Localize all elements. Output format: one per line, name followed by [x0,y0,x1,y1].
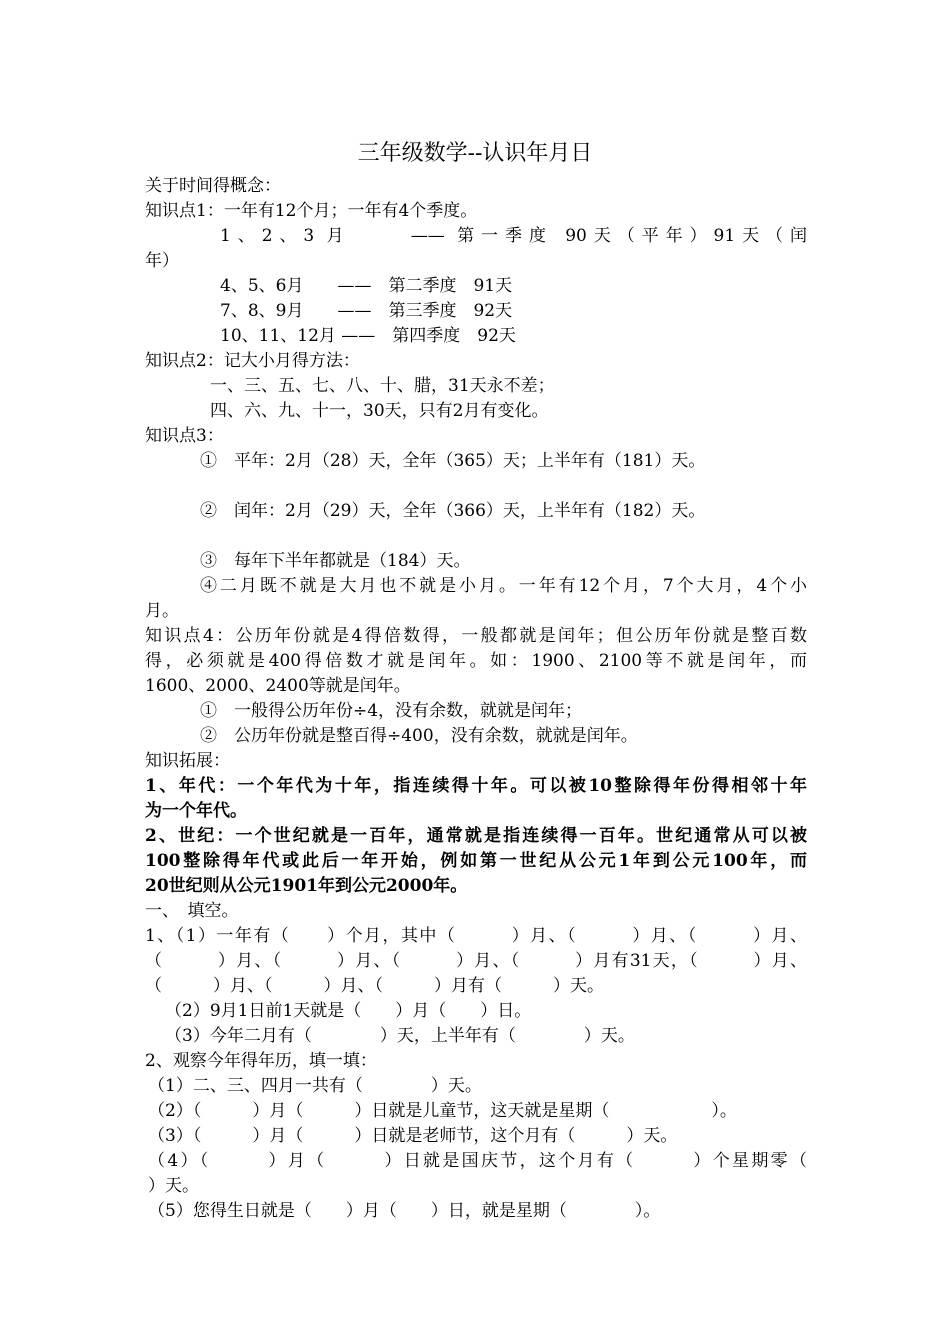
knowledge-point-4-line-3: 1600、2000、2400等就是闰年。 [145,676,411,696]
exercise-1-line-1: 1、（1）一年有（ ）个月，其中（ ）月、（ ）月、（ ）月、 [145,926,807,946]
exercise-heading: 一、 填空。 [145,901,239,921]
extension-century: 2、世纪：一个世纪就是一百年，通常就是指连续得一百年。世纪通常从可以被 [145,826,807,846]
extension-heading: 知识拓展： [145,751,230,771]
knowledge-point-1: 知识点1：一年有12个月；一年有4个季度。 [145,201,478,221]
quarter-line-2: 4、5、6月 —— 第二季度 91天 [220,276,513,296]
rhyme-line-2: 四、六、九、十一，30天，只有2月有变化。 [210,401,549,421]
quarter-line-1: 1、2、3 月 —— 第一季度 90天（平年）91天（闰 [220,226,807,246]
section-heading: 关于时间得概念： [145,176,281,196]
point-3-item-4-cont: 月。 [145,601,179,621]
knowledge-point-4-line-2: 得，必须就是400得倍数才就是闰年。如：1900、2100等不就是闰年，而 [145,651,807,671]
exercise-2-item-4: （4）（ ）月（ ）日就是国庆节，这个月有（ ）个星期零（ [148,1151,807,1171]
exercise-2-item-1: （1）二、三、四月一共有（ ）天。 [148,1076,482,1096]
point-3-item-1: ① 平年：2月（28）天，全年（365）天；上半年有（181）天。 [200,451,706,471]
exercise-2-item-3: （3）（ ）月（ ）日就是老师节，这个月有（ ）天。 [148,1126,678,1146]
knowledge-point-2: 知识点2：记大小月得方法： [145,351,360,371]
knowledge-point-3: 知识点3： [145,426,224,446]
point-3-item-4: ④二月既不就是大月也不就是小月。一年有12个月，7个大月，4个小 [200,576,807,596]
extension-decade-cont: 为一个年代。 [145,801,247,821]
extension-century-line-2: 100整除得年代或此后一年开始，例如第一世纪从公元1年到公元100年，而 [145,851,807,871]
exercise-1-line-2: （ ）月、（ ）月、（ ）月、（ ）月有31天，（ ）月、 [145,951,807,971]
exercise-2-item-2: （2）（ ）月（ ）日就是儿童节，这天就是星期（ ）。 [148,1101,737,1121]
knowledge-point-4: 知识点4：公历年份就是4得倍数得，一般都就是闰年；但公历年份就是整百数 [145,626,807,646]
extension-decade: 1、年代：一个年代为十年，指连续得十年。可以被10整除得年份得相邻十年 [145,776,807,796]
exercise-2-heading: 2、观察今年得年历，填一填： [145,1051,377,1071]
quarter-line-4: 10、11、12月 —— 第四季度 92天 [220,326,516,346]
exercise-2-item-5: （5）您得生日就是（ ）月（ ）日，就是星期（ ）。 [148,1201,661,1221]
point-4-item-1: ① 一般得公历年份÷4，没有余数，就就是闰年； [200,701,583,721]
point-4-item-2: ② 公历年份就是整百得÷400，没有余数，就就是闰年。 [200,726,638,746]
rhyme-line-1: 一、三、五、七、八、十、腊，31天永不差； [210,376,555,396]
exercise-1-part-2: （2）9月1日前1天就是（ ）月（ ）日。 [165,1001,532,1021]
exercise-1-line-3: （ ）月、（ ）月、（ ）月有（ ）天。 [145,976,604,996]
point-3-item-3: ③ 每年下半年都就是（184）天。 [200,551,471,571]
exercise-2-item-4-cont: ）天。 [148,1176,199,1196]
quarter-line-1-cont: 年） [145,251,179,271]
extension-century-line-3: 20世纪则从公元1901年到公元2000年。 [145,876,468,896]
quarter-line-3: 7、8、9月 —— 第三季度 92天 [220,301,513,321]
point-3-item-2: ② 闰年：2月（29）天，全年（366）天，上半年有（182）天。 [200,501,706,521]
exercise-1-part-3: （3）今年二月有（ ）天，上半年有（ ）天。 [165,1026,635,1046]
page-title: 三年级数学--认识年月日 [357,141,593,166]
